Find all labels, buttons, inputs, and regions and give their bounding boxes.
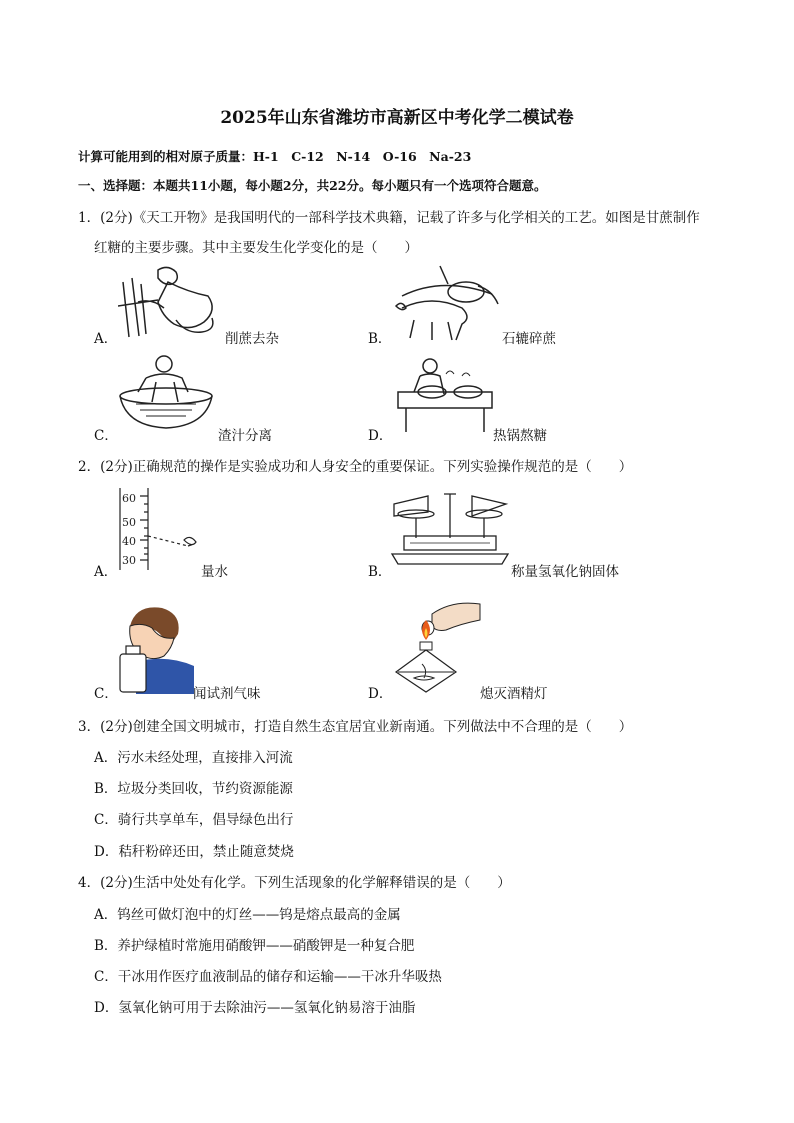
- q3-option-c[interactable]: C．骑行共享单车，倡导绿色出行: [94, 812, 294, 828]
- q2-stem: 2．(2分)正确规范的操作是实验成功和人身安全的重要保证。下列实验操作规范的是（ ）: [78, 459, 633, 475]
- sugar-boiling-illustration: [396, 354, 496, 434]
- q4-option-c[interactable]: C．干冰用作医疗血液制品的储存和运输——干冰升华吸热: [94, 969, 442, 985]
- cylinder-tick-30: 30: [122, 554, 136, 567]
- cylinder-tick-60: 60: [122, 492, 136, 505]
- q1-option-d-caption: 热锅熬糖: [493, 428, 547, 444]
- ox-roller-illustration: [392, 262, 504, 342]
- q1-stem-line1: 1．(2分)《天工开物》是我国明代的一部科学技术典籍，记载了许多与化学相关的工艺。如图是甘蔗制作: [78, 210, 700, 226]
- q1-option-d-letter[interactable]: D．: [368, 428, 393, 444]
- q2-option-c-caption: 闻试剂气味: [193, 686, 261, 702]
- q4-stem: 4．(2分)生活中处处有化学。下列生活现象的化学解释错误的是（ ）: [78, 875, 511, 891]
- q1-option-c-caption: 渣汁分离: [218, 428, 272, 444]
- q1-option-b-letter[interactable]: B．: [368, 331, 392, 347]
- q1-option-c-letter[interactable]: C．: [94, 428, 118, 444]
- q3-option-d[interactable]: D．秸秆粉碎还田，禁止随意焚烧: [94, 844, 294, 860]
- q1-stem-line2: 红糖的主要步骤。其中主要发生化学变化的是（ ）: [94, 240, 418, 256]
- q4-option-a[interactable]: A．钨丝可做灯泡中的灯丝——钨是熔点最高的金属: [94, 907, 401, 923]
- q2-option-a-caption: 量水: [201, 564, 228, 580]
- q2-option-c-letter[interactable]: C．: [94, 686, 118, 702]
- measuring-cylinder-illustration: [118, 488, 208, 570]
- q4-option-d[interactable]: D．氢氧化钠可用于去除油污——氢氧化钠易溶于油脂: [94, 1000, 416, 1016]
- q1-option-b-caption: 石辘碎蔗: [502, 331, 556, 347]
- atomic-masses-note: 计算可能用到的相对原子质量：H-1 C-12 N-14 O-16 Na-23: [78, 149, 472, 164]
- q4-option-b[interactable]: B．养护绿植时常施用硝酸钾——硝酸钾是一种复合肥: [94, 938, 415, 954]
- balance-scale-illustration: [390, 488, 510, 574]
- sugarcane-peeling-illustration: [118, 262, 228, 342]
- q3-option-a[interactable]: A．污水未经处理，直接排入河流: [94, 750, 293, 766]
- cylinder-tick-40: 40: [122, 535, 136, 548]
- q3-option-b[interactable]: B．垃圾分类回收，节约资源能源: [94, 781, 293, 797]
- q2-option-b-caption: 称量氢氧化钠固体: [511, 564, 619, 580]
- q1-option-a-letter[interactable]: A．: [94, 331, 118, 347]
- q2-option-b-letter[interactable]: B．: [368, 564, 392, 580]
- cylinder-tick-50: 50: [122, 516, 136, 529]
- exam-title: 2025年山东省潍坊市高新区中考化学二模试卷: [220, 108, 574, 128]
- q2-option-d-caption: 熄灭酒精灯: [480, 686, 548, 702]
- q2-option-a-letter[interactable]: A．: [94, 564, 118, 580]
- smelling-reagent-illustration: [116, 602, 194, 694]
- section-header: 一、选择题：本题共11小题，每小题2分，共22分。每小题只有一个选项符合题意。: [78, 178, 547, 193]
- juice-separation-illustration: [116, 352, 216, 432]
- alcohol-lamp-illustration: [392, 598, 482, 696]
- q3-stem: 3．(2分)创建全国文明城市，打造自然生态宜居宜业新南通。下列做法中不合理的是（ ）: [78, 719, 633, 735]
- q2-option-d-letter[interactable]: D．: [368, 686, 393, 702]
- q1-option-a-caption: 削蔗去杂: [225, 331, 279, 347]
